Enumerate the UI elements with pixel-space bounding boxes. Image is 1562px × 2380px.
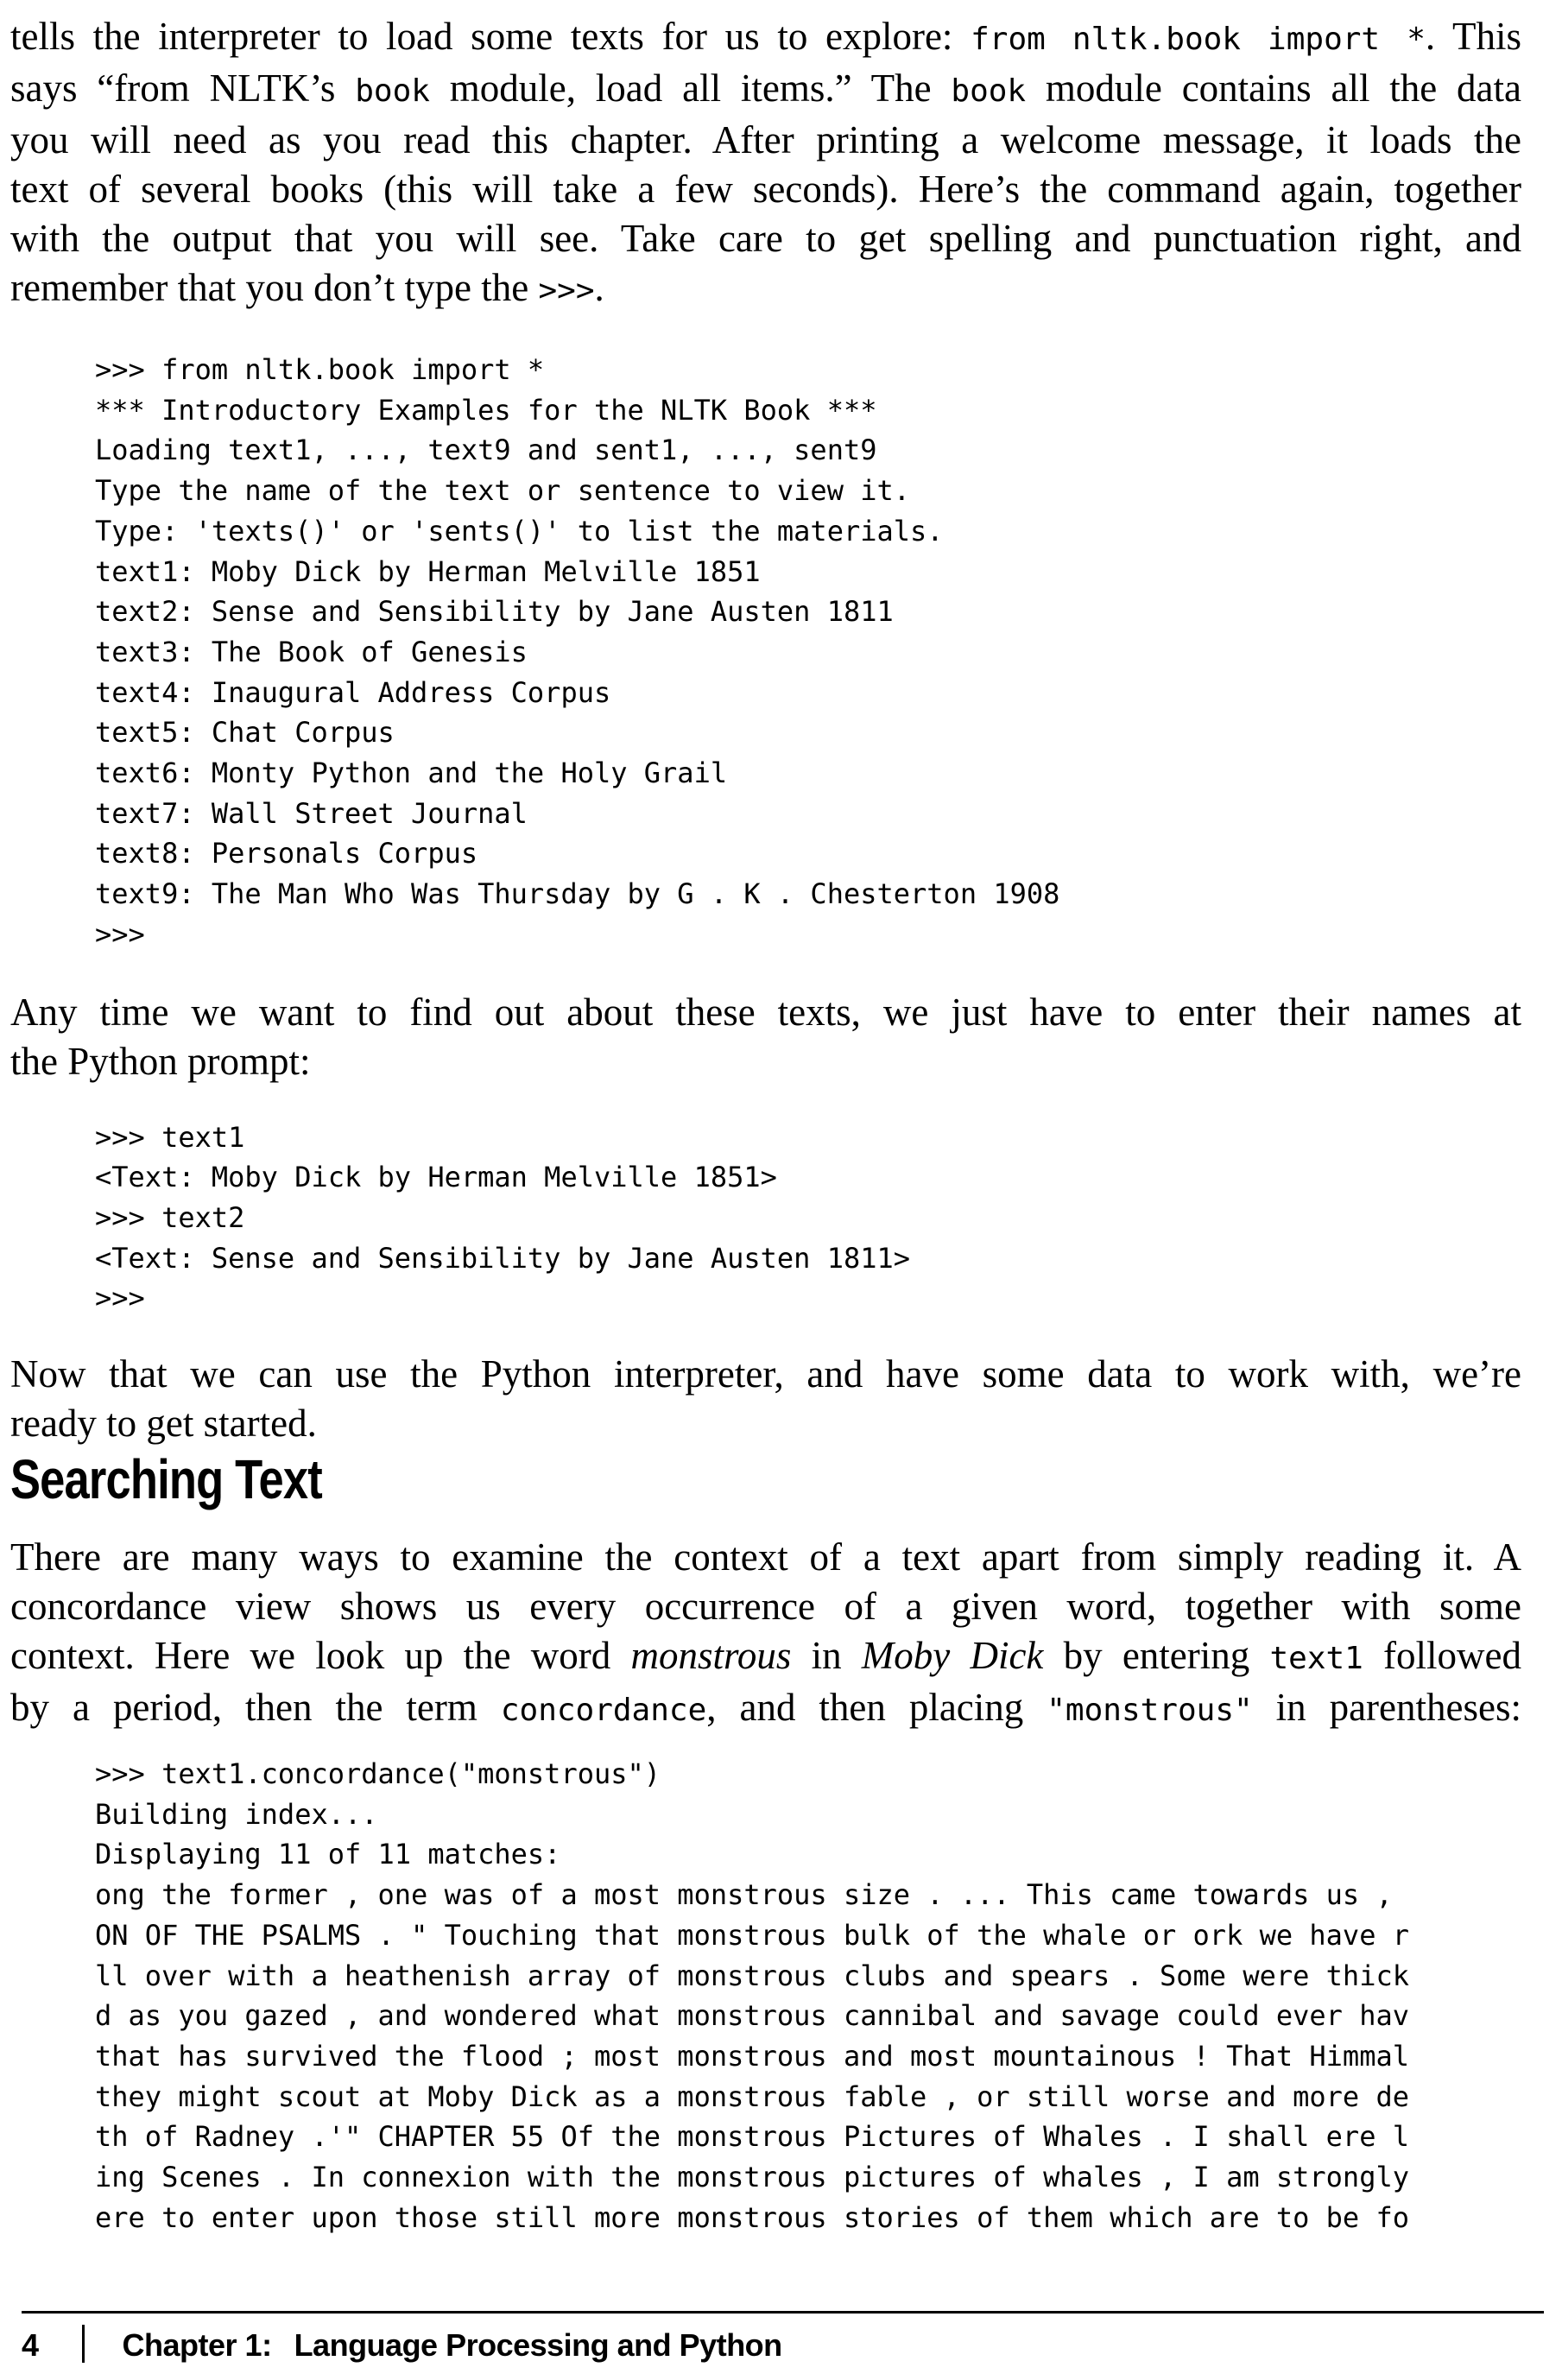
text-run: by a period, then the term xyxy=(10,1686,501,1730)
code-line: ere to enter upon those still more monstrous stories of them which are to be fo xyxy=(95,2200,1409,2234)
text-run: with the output that you will see. Take care to get spelling and punctuation right, and xyxy=(10,217,1521,260)
body-paragraph xyxy=(10,1533,1521,1735)
code-block xyxy=(95,350,1521,955)
code-line: <Text: Sense and Sensibility by Jane Austen 1811> xyxy=(95,1241,911,1275)
text-line xyxy=(10,1399,1521,1448)
code-line: Building index... xyxy=(95,1797,378,1831)
text-run: says “from NLTK’s xyxy=(10,66,356,110)
section-heading-text: Searching Text xyxy=(10,1448,322,1511)
text-line xyxy=(10,1683,1521,1735)
text-run: the Python prompt: xyxy=(10,1039,311,1083)
code-line: >>> from nltk.book import * xyxy=(95,353,545,386)
text-line xyxy=(10,1350,1521,1399)
text-run: followed xyxy=(1363,1634,1522,1678)
code-line: text5: Chat Corpus xyxy=(95,716,395,750)
code-line: ong the former , one was of a most monstrous size . ... This came towards us , xyxy=(95,1878,1393,1912)
code-line: text3: The Book of Genesis xyxy=(95,635,528,668)
page-footer xyxy=(22,2325,782,2366)
text-run: module contains all the data xyxy=(1026,66,1522,110)
chapter-title: Language Processing and Python xyxy=(294,2327,782,2363)
code-line: text8: Personals Corpus xyxy=(95,837,478,870)
code-line: d as you gazed , and wondered what monstrous cannibal and savage could ever hav xyxy=(95,1999,1409,2033)
body-paragraph xyxy=(10,988,1521,1086)
text-run: by entering xyxy=(1043,1634,1270,1678)
code-line: >>> text1 xyxy=(95,1120,245,1154)
text-line xyxy=(10,116,1521,165)
code-line: ON OF THE PSALMS . " Touching that monstrous bulk of the whale or ork we have r xyxy=(95,1918,1409,1952)
code-line: *** Introductory Examples for the NLTK Book *** xyxy=(95,393,877,427)
code-line: text2: Sense and Sensibility by Jane Austen 1811 xyxy=(95,595,894,629)
code-line: <Text: Moby Dick by Herman Melville 1851> xyxy=(95,1161,777,1194)
code-line: text6: Monty Python and the Holy Grail xyxy=(95,756,728,790)
text-line xyxy=(10,1037,1521,1086)
text-line xyxy=(10,263,1521,315)
text-run: text of several books (this will take a few seconds). Here’s the command again, together xyxy=(10,168,1521,211)
text-run: , and then placing xyxy=(706,1686,1047,1730)
chapter-label: Chapter 1: xyxy=(122,2327,272,2363)
inline-code: >>> xyxy=(538,273,595,308)
body-paragraph xyxy=(10,12,1521,315)
text-run: Now that we can use the Python interpreter, and have some data to work with, we’re xyxy=(10,1352,1521,1396)
text-line xyxy=(10,988,1521,1037)
inline-code: book xyxy=(355,73,430,109)
page-number: 4 xyxy=(22,2327,39,2363)
italic-text: Moby Dick xyxy=(861,1634,1044,1678)
text-run: concordance view shows us every occurrence of a given word, together with some xyxy=(10,1585,1521,1629)
code-line: that has survived the flood ; most monstrous and most mountainous ! That Himmal xyxy=(95,2039,1409,2073)
code-line: Type the name of the text or sentence to view it. xyxy=(95,474,911,508)
text-run: in parentheses: xyxy=(1252,1686,1521,1730)
code-block xyxy=(95,1754,1521,2238)
text-line xyxy=(10,214,1521,263)
text-run: There are many ways to examine the context of a text apart from simply reading it. A xyxy=(10,1535,1521,1579)
text-run: tells the interpreter to load some texts for us to explore: xyxy=(10,15,971,58)
footer-separator-bar xyxy=(82,2325,85,2363)
text-line xyxy=(10,64,1521,116)
text-run: in xyxy=(791,1634,862,1678)
inline-code: from nltk.book import * xyxy=(971,22,1426,57)
code-line: Type: 'texts()' or 'sents()' to list the materials. xyxy=(95,514,944,548)
text-run: remember that you don’t type the xyxy=(10,266,539,309)
code-block xyxy=(95,1117,1521,1320)
code-line: >>> text2 xyxy=(95,1200,245,1234)
text-run: . This xyxy=(1425,15,1521,58)
page-body xyxy=(10,0,1521,2238)
code-line: text9: The Man Who Was Thursday by G . K . Chesterton 1908 xyxy=(95,877,1060,911)
code-line: they might scout at Moby Dick as a monstrous fable , or still worse and more de xyxy=(95,2079,1409,2113)
text-run: you will need as you read this chapter. After printing a welcome message, it loads the xyxy=(10,118,1521,161)
inline-code: concordance xyxy=(500,1693,707,1729)
code-line: text1: Moby Dick by Herman Melville 1851 xyxy=(95,554,761,588)
code-line: ing Scenes . In connexion with the monstrous pictures of whales , I am strongly xyxy=(95,2161,1409,2194)
inline-code: text1 xyxy=(1269,1641,1363,1677)
code-line: text7: Wall Street Journal xyxy=(95,796,528,830)
code-line: th of Radney .'" CHAPTER 55 Of the monstrous Pictures of Whales . I shall ere l xyxy=(95,2120,1409,2154)
code-line: text4: Inaugural Address Corpus xyxy=(95,675,611,709)
code-line: ll over with a heathenish array of monstrous clubs and spears . Some were thick xyxy=(95,1959,1409,1992)
text-line xyxy=(10,1582,1521,1631)
inline-code: book xyxy=(951,73,1027,109)
body-paragraph xyxy=(10,1350,1521,1448)
text-line xyxy=(10,165,1521,214)
text-run: Any time we want to find out about these texts, we just have to enter their names at xyxy=(10,990,1521,1034)
text-run: module, load all items.” The xyxy=(429,66,952,110)
section-heading xyxy=(10,1448,1521,1510)
text-run: . xyxy=(594,266,604,309)
code-line: >>> text1.concordance("monstrous") xyxy=(95,1757,661,1791)
code-line: >>> xyxy=(95,917,145,951)
text-line xyxy=(10,12,1521,64)
text-line xyxy=(10,1631,1521,1683)
footer-rule xyxy=(22,2311,1544,2314)
italic-text: monstrous xyxy=(630,1634,792,1678)
code-line: >>> xyxy=(95,1282,145,1315)
text-line xyxy=(10,1533,1521,1582)
code-line: Loading text1, ..., text9 and sent1, ..., sent9 xyxy=(95,434,877,467)
text-run: ready to get started. xyxy=(10,1402,317,1446)
text-run: context. Here we look up the word xyxy=(10,1634,631,1678)
inline-code: "monstrous" xyxy=(1047,1693,1253,1729)
code-line: Displaying 11 of 11 matches: xyxy=(95,1838,561,1871)
